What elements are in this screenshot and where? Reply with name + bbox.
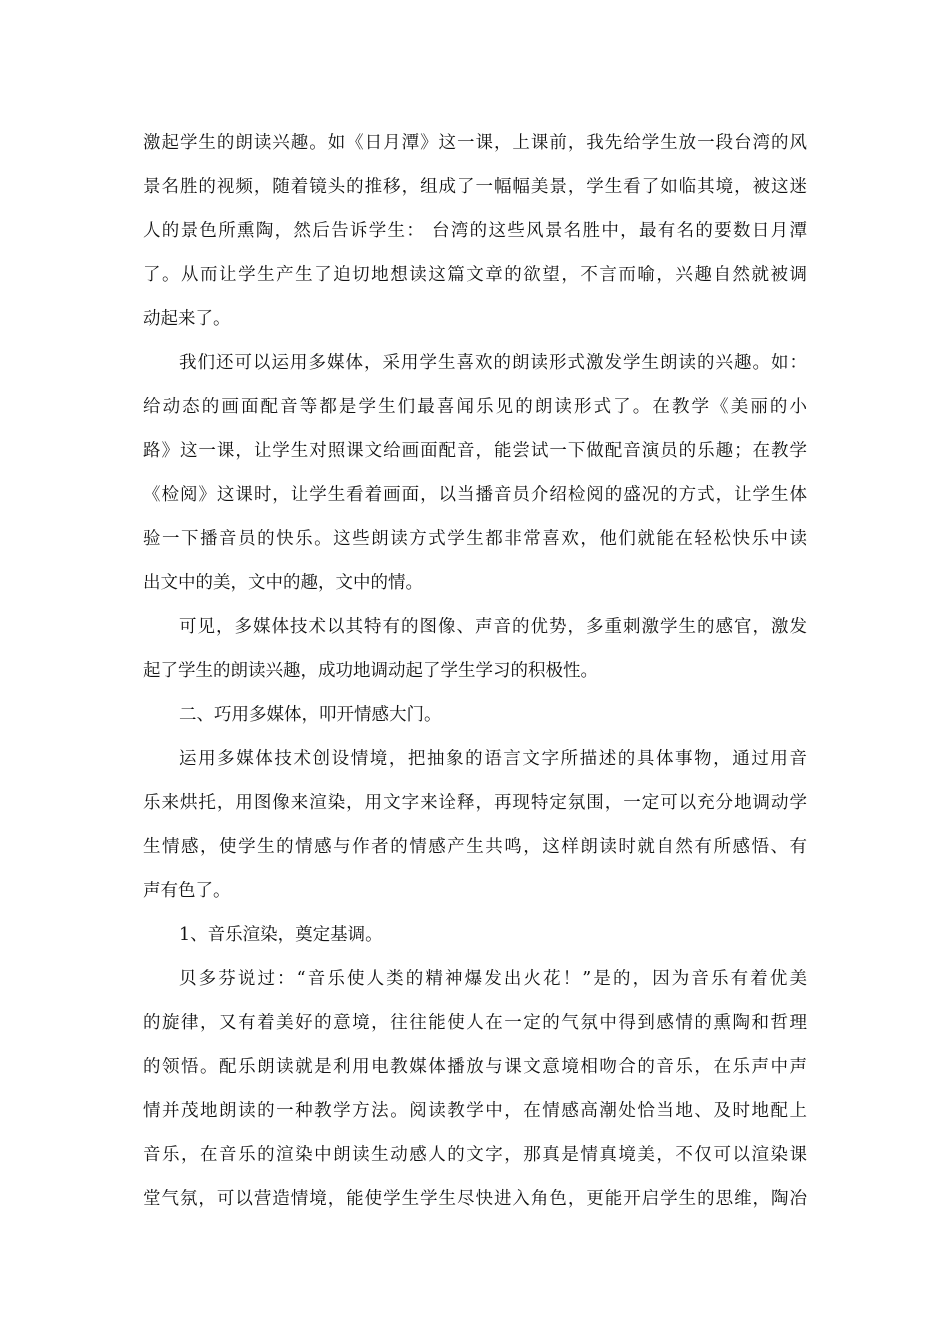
text-line: 生情感，使学生的情感与作者的情感产生共鸣，这样朗读时就自然有所感悟、有 — [143, 837, 807, 857]
text-line: 1、音乐渲染，奠定基调。 — [179, 925, 383, 945]
text-line: 出文中的美，文中的趣，文中的情。 — [143, 573, 423, 593]
text-line: 贝多芬说过：“音乐使人类的精神爆发出火花！”是的，因为音乐有着优美 — [179, 969, 807, 989]
text-line: 运用多媒体技术创设情境，把抽象的语言文字所描述的具体事物，通过用音 — [179, 749, 807, 769]
text-line: 我们还可以运用多媒体，采用学生喜欢的朗读形式激发学生朗读的兴趣。如： — [179, 353, 807, 373]
text-line: 《检阅》这课时，让学生看着画面，以当播音员介绍检阅的盛况的方式，让学生体 — [143, 485, 807, 505]
text-line: 二、巧用多媒体，叩开情感大门。 — [179, 705, 442, 725]
text-line: 起了学生的朗读兴趣，成功地调动起了学生学习的积极性。 — [143, 661, 598, 681]
text-line: 验一下播音员的快乐。这些朗读方式学生都非常喜欢，他们就能在轻松快乐中读 — [143, 529, 807, 549]
text-line: 的领悟。配乐朗读就是利用电教媒体播放与课文意境相吻合的音乐，在乐声中声 — [143, 1057, 807, 1077]
text-line: 可见，多媒体技术以其特有的图像、声音的优势，多重刺激学生的感官，激发 — [179, 617, 807, 637]
text-line: 路》这一课，让学生对照课文给画面配音，能尝试一下做配音演员的乐趣；在教学 — [143, 441, 807, 461]
text-line: 人的景色所熏陶，然后告诉学生： 台湾的这些风景名胜中，最有名的要数日月潭 — [143, 221, 807, 241]
text-line: 声有色了。 — [143, 881, 231, 901]
text-line: 乐来烘托，用图像来渲染，用文字来诠释，再现特定氛围，一定可以充分地调动学 — [143, 793, 807, 813]
text-line: 情并茂地朗读的一种教学方法。阅读教学中，在情感高潮处恰当地、及时地配上 — [143, 1101, 807, 1121]
text-line: 了。从而让学生产生了迫切地想读这篇文章的欲望，不言而喻，兴趣自然就被调 — [143, 265, 807, 285]
document-body — [143, 121, 807, 1221]
text-line: 堂气氛，可以营造情境，能使学生学生尽快进入角色，更能开启学生的思维，陶冶 — [143, 1189, 807, 1209]
text-line: 音乐，在音乐的渲染中朗读生动感人的文字，那真是情真境美，不仅可以渲染课 — [143, 1145, 807, 1165]
text-line: 激起学生的朗读兴趣。如《日月潭》这一课，上课前，我先给学生放一段台湾的风 — [143, 133, 807, 153]
text-line: 的旋律，又有着美好的意境，往往能使人在一定的气氛中得到感情的熏陶和哲理 — [143, 1013, 807, 1033]
text-line: 动起来了。 — [143, 309, 231, 329]
text-line: 景名胜的视频，随着镜头的推移，组成了一幅幅美景，学生看了如临其境，被这迷 — [143, 177, 807, 197]
text-line: 给动态的画面配音等都是学生们最喜闻乐见的朗读形式了。在教学《美丽的小 — [143, 397, 807, 417]
